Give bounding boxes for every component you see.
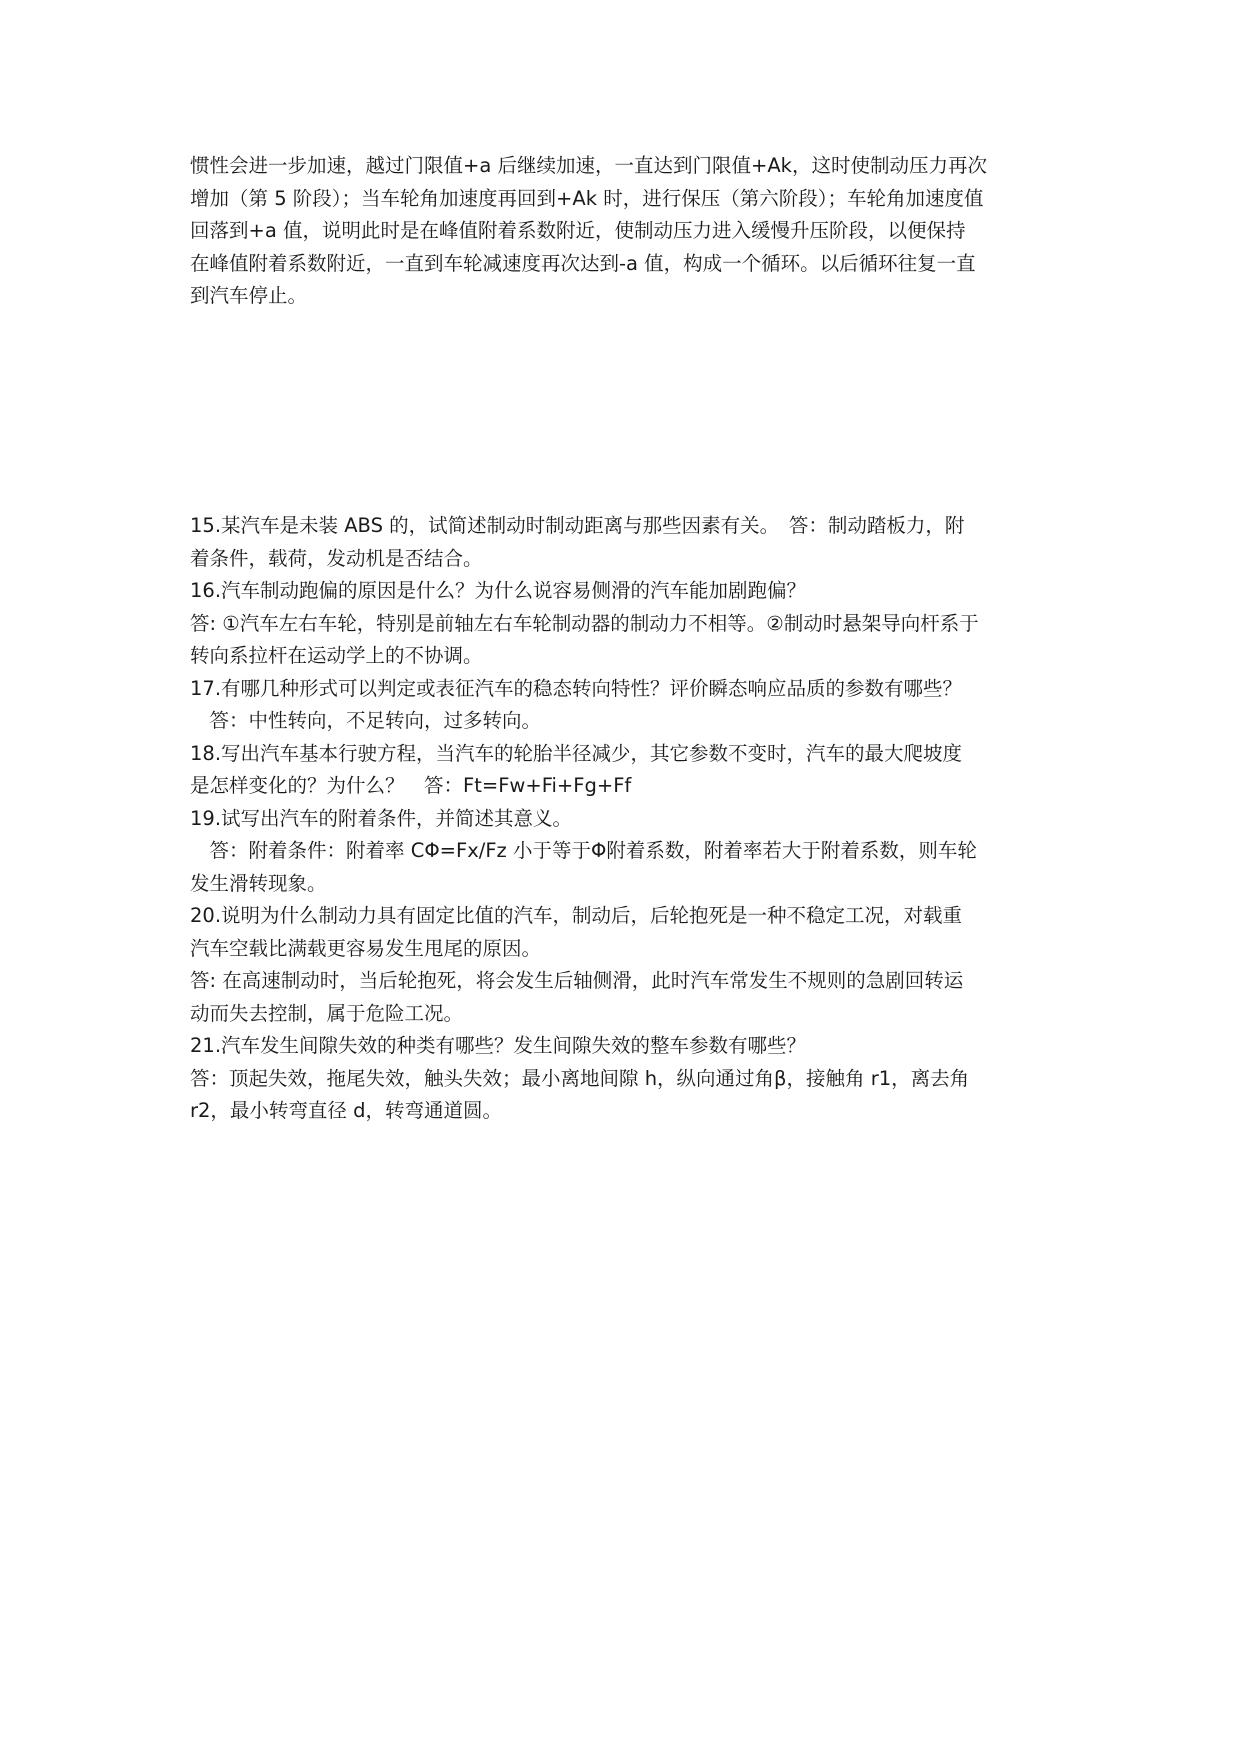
- text-line: 增加（第 5 阶段）；当车轮角加速度再回到+Ak 时，进行保压（第六阶段）；车轮角加速度值: [190, 186, 984, 210]
- question-20-line: 汽车空载比满载更容易发生甩尾的原因。: [190, 936, 542, 960]
- answer-19-line: 发生滑转现象。: [190, 871, 327, 895]
- text-line: 在峰值附着系数附近，一直到车轮减速度再次达到-a 值，构成一个循环。以后循环往复一直: [190, 251, 976, 275]
- question-17: 17.有哪几种形式可以判定或表征汽车的稳态转向特性？评价瞬态响应品质的参数有哪些？: [190, 676, 963, 700]
- answer-21-line: r2，最小转弯直径 d，转弯通道圆。: [190, 1099, 503, 1122]
- answer-17: 答：中性转向，不足转向，过多转向。: [190, 709, 542, 732]
- text-line: 惯性会进一步加速，越过门限值+a 后继续加速，一直达到门限值+Ak，这时使制动压力再次: [190, 154, 987, 177]
- question-16: 16.汽车制动跑偏的原因是什么？为什么说容易侧滑的汽车能加剧跑偏？: [190, 579, 807, 602]
- answer-19-line: 答：附着条件：附着率 CΦ=Fx/Fz 小于等于Φ附着系数，附着率若大于附着系数，则车轮: [190, 839, 977, 862]
- answer-21-line: 答：顶起失效，拖尾失效，触头失效；最小离地间隙 h，纵向通过角β，接触角 r1，离去角: [190, 1066, 970, 1090]
- text-line: 到汽车停止。: [190, 284, 308, 307]
- answer-16-line: 答: ①汽车左右车轮，特别是前轴左右车轮制动器的制动力不相等。②制动时悬架导向杆系于: [190, 611, 979, 635]
- question-15-line: 着条件，载荷，发动机是否结合。: [190, 546, 483, 570]
- text-line: 回落到+a 值，说明此时是在峰值附着系数附近，使制动压力进入缓慢升压阶段，以便保持: [190, 219, 966, 242]
- qa-section: [190, 510, 1060, 1128]
- question-19: 19.试写出汽车的附着条件，并简述其意义。: [190, 806, 573, 830]
- question-18-line: 18.写出汽车基本行驶方程，当汽车的轮胎半径减少，其它参数不变时，汽车的最大爬坡度: [190, 741, 963, 765]
- question-18-line: 是怎样变化的？为什么？ 答：Ft=Fw+Fi+Fg+Ff: [190, 774, 632, 797]
- answer-16-line: 转向系拉杆在运动学上的不协调。: [190, 644, 483, 667]
- question-20-line: 20.说明为什么制动力具有固定比值的汽车，制动后，后轮抱死是一种不稳定工况，对载重: [190, 904, 963, 927]
- abs-cycle-paragraph: [190, 150, 1060, 313]
- answer-20-line: 答: 在高速制动时，当后轮抱死，将会发生后轴侧滑，此时汽车常发生不规则的急剧回转运: [190, 969, 964, 992]
- question-21: 21.汽车发生间隙失效的种类有哪些？发生间隙失效的整车参数有哪些？: [190, 1034, 807, 1057]
- answer-20-line: 动而失去控制，属于危险工况。: [190, 1001, 464, 1025]
- question-15-line: 15.某汽车是未装 ABS 的，试简述制动时制动距离与那些因素有关。 答：制动踏板力，附: [190, 514, 965, 537]
